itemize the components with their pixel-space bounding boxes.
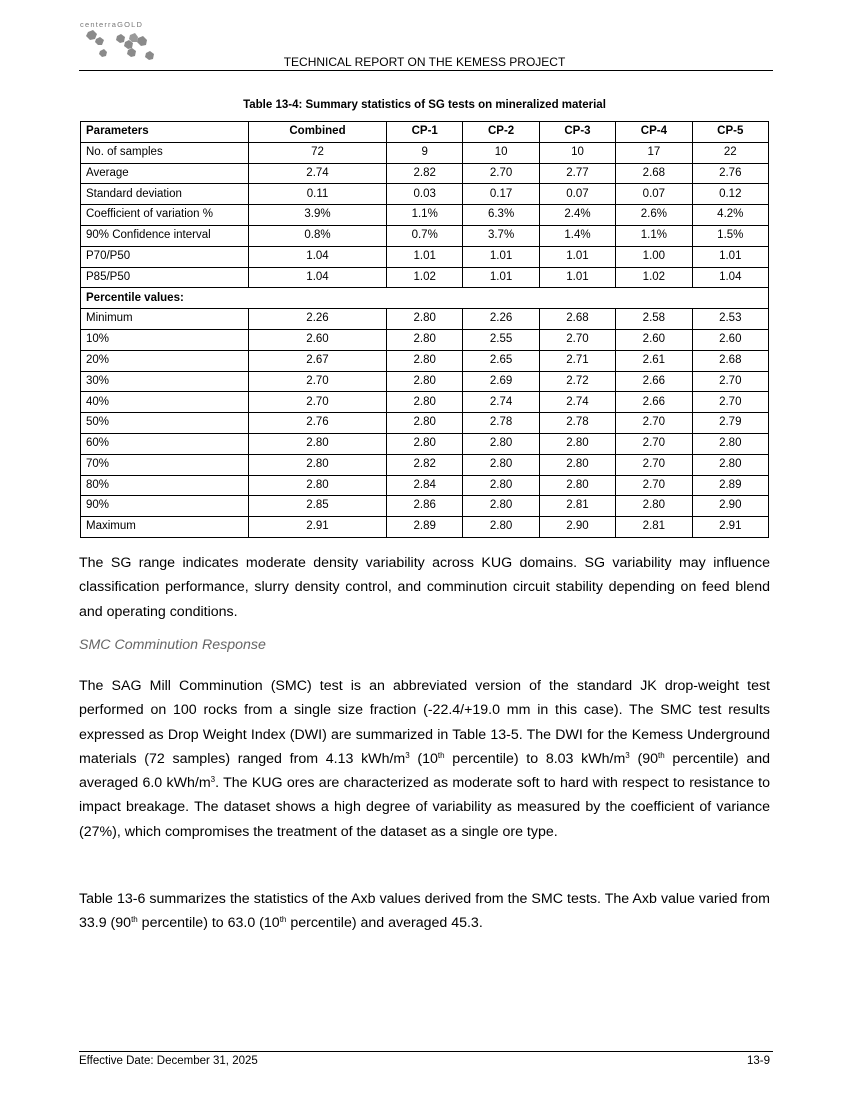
section-label: Percentile values: [81, 288, 769, 309]
table-cell: 2.80 [463, 496, 539, 517]
page-number: 13-9 [746, 1055, 770, 1067]
table-cell: 2.81 [616, 517, 692, 538]
table-cell: 1.01 [539, 267, 615, 288]
table-cell: 10 [539, 142, 615, 163]
table-cell: 9 [387, 142, 463, 163]
row-label: 50% [81, 413, 249, 434]
table-cell: 2.80 [692, 454, 768, 475]
table-cell: 22 [692, 142, 768, 163]
table-cell: 0.03 [387, 184, 463, 205]
table-cell: 2.70 [692, 371, 768, 392]
table-cell: 2.70 [616, 475, 692, 496]
table-cell: 2.80 [387, 392, 463, 413]
superscript: th [437, 750, 445, 760]
table-cell: 1.00 [616, 246, 692, 267]
table-row [81, 392, 769, 413]
sg-statistics-table [80, 121, 769, 538]
table-cell: 0.07 [539, 184, 615, 205]
text-segment: percentile) and averaged 6.0 kWh/m [79, 750, 771, 792]
text-segment: (10 [409, 750, 438, 767]
table-body [81, 142, 769, 537]
text-segment: (90 [629, 750, 658, 767]
text-segment: Table 13-6 summarizes the statistics of the Axb values derived from the SMC tests. The Axb value varied from 33.9 (90 [79, 891, 770, 932]
table-cell: 1.01 [463, 246, 539, 267]
table-cell: 2.82 [387, 163, 463, 184]
table-cell: 2.80 [539, 475, 615, 496]
table-cell: 0.8% [249, 225, 387, 246]
logo-wordmark: centerraGOLD [80, 20, 144, 29]
table-cell: 2.66 [616, 371, 692, 392]
table-cell: 2.80 [616, 496, 692, 517]
table-cell: 2.78 [539, 413, 615, 434]
row-label: 70% [81, 454, 249, 475]
row-label: 40% [81, 392, 249, 413]
table-cell: 2.80 [539, 433, 615, 454]
table-cell: 2.79 [692, 413, 768, 434]
table-cell: 1.04 [249, 267, 387, 288]
table-cell: 2.90 [539, 517, 615, 538]
table-cell: 2.4% [539, 205, 615, 226]
row-label: P70/P50 [81, 246, 249, 267]
table-cell: 0.11 [249, 184, 387, 205]
table-cell: 2.72 [539, 371, 615, 392]
table-cell: 0.7% [387, 225, 463, 246]
table-cell: 2.26 [463, 309, 539, 330]
table-cell: 2.70 [539, 329, 615, 350]
table-cell: 2.60 [616, 329, 692, 350]
table-cell: 2.80 [249, 454, 387, 475]
row-label: Standard deviation [81, 184, 249, 205]
table-cell: 2.66 [616, 392, 692, 413]
table-cell: 2.60 [249, 329, 387, 350]
table-cell: 2.26 [249, 309, 387, 330]
row-label: 20% [81, 350, 249, 371]
table-cell: 2.91 [692, 517, 768, 538]
table-row [81, 267, 769, 288]
text-segment: The SAG Mill Comminution (SMC) test is an abbreviated version of the standard JK drop-weight test performed on 100 rocks from a single size fraction (-22.4/+19.0 mm in this case). The SMC test results expressed as Drop Weight Index (DWI) are summarized in Table 13-5. The DWI for the Kemess Underground materials (72 samples) ranged from 4.13 kWh/m [79, 678, 770, 767]
table-cell: 1.4% [539, 225, 615, 246]
column-header: CP-2 [463, 122, 539, 143]
table-row [81, 329, 769, 350]
table-row [81, 517, 769, 538]
table-cell: 2.70 [616, 454, 692, 475]
column-header: CP-4 [616, 122, 692, 143]
table-row [81, 225, 769, 246]
section-row [81, 288, 769, 309]
table-cell: 2.85 [249, 496, 387, 517]
table-cell: 2.6% [616, 205, 692, 226]
row-label: Coefficient of variation % [81, 205, 249, 226]
table-cell: 1.1% [616, 225, 692, 246]
superscript: th [279, 915, 287, 925]
text-segment: percentile) to 63.0 (10 [137, 915, 280, 932]
table-cell: 2.68 [692, 350, 768, 371]
table-cell: 1.04 [692, 267, 768, 288]
table-cell: 2.91 [249, 517, 387, 538]
superscript: 3 [210, 775, 216, 785]
row-label: 80% [81, 475, 249, 496]
table-row [81, 205, 769, 226]
table-cell: 10 [463, 142, 539, 163]
table-row [81, 246, 769, 267]
table-row [81, 454, 769, 475]
table-cell: 2.80 [249, 433, 387, 454]
report-title: TECHNICAL REPORT ON THE KEMESS PROJECT [283, 55, 566, 69]
table-cell: 72 [249, 142, 387, 163]
table-cell: 2.70 [463, 163, 539, 184]
table-cell: 2.70 [616, 433, 692, 454]
table-cell: 2.80 [387, 309, 463, 330]
table-cell: 2.80 [463, 475, 539, 496]
table-cell: 1.04 [249, 246, 387, 267]
superscript: th [131, 915, 138, 925]
effective-date: Effective Date: December 31, 2025 [79, 1055, 258, 1067]
column-header: Combined [249, 122, 387, 143]
table-row [81, 496, 769, 517]
table-cell: 2.80 [692, 433, 768, 454]
table-cell: 1.5% [692, 225, 768, 246]
table-cell: 3.7% [463, 225, 539, 246]
column-header: Parameters [81, 122, 249, 143]
table-cell: 2.74 [249, 163, 387, 184]
column-header: CP-3 [539, 122, 615, 143]
table-cell: 2.89 [387, 517, 463, 538]
table-cell: 2.69 [463, 371, 539, 392]
table-cell: 1.1% [387, 205, 463, 226]
superscript: 3 [625, 750, 630, 760]
section-subheading: SMC Comminution Response [79, 637, 266, 653]
table-cell: 2.80 [387, 329, 463, 350]
row-label: No. of samples [81, 142, 249, 163]
footer-divider [79, 1051, 773, 1052]
table-cell: 2.71 [539, 350, 615, 371]
table-cell: 4.2% [692, 205, 768, 226]
table-caption: Table 13-4: Summary statistics of SG tests on mineralized material [243, 99, 606, 111]
table-cell: 1.01 [463, 267, 539, 288]
paragraph-axb [79, 887, 770, 936]
table-cell: 0.12 [692, 184, 768, 205]
table-cell: 2.70 [692, 392, 768, 413]
table-cell: 2.78 [463, 413, 539, 434]
table-cell: 2.81 [539, 496, 615, 517]
table-cell: 6.3% [463, 205, 539, 226]
table-row [81, 142, 769, 163]
row-label: Maximum [81, 517, 249, 538]
table-cell: 2.68 [616, 163, 692, 184]
table-row [81, 371, 769, 392]
table-row [81, 433, 769, 454]
table-cell: 1.01 [539, 246, 615, 267]
table-cell: 2.90 [692, 496, 768, 517]
table-row [81, 309, 769, 330]
table-cell: 1.02 [616, 267, 692, 288]
table-cell: 2.82 [387, 454, 463, 475]
table-cell: 2.89 [692, 475, 768, 496]
column-header: CP-1 [387, 122, 463, 143]
table-cell: 2.77 [539, 163, 615, 184]
table-cell: 3.9% [249, 205, 387, 226]
table-cell: 2.60 [692, 329, 768, 350]
table-cell: 2.80 [539, 454, 615, 475]
table-cell: 2.74 [539, 392, 615, 413]
row-label: Average [81, 163, 249, 184]
table-cell: 1.01 [387, 246, 463, 267]
superscript: 3 [405, 750, 410, 760]
text-segment: percentile) and averaged 45.3. [286, 915, 483, 932]
table-row [81, 413, 769, 434]
table-cell: 2.84 [387, 475, 463, 496]
table-cell: 2.68 [539, 309, 615, 330]
table-cell: 1.01 [692, 246, 768, 267]
table-cell: 1.02 [387, 267, 463, 288]
column-header: CP-5 [692, 122, 768, 143]
table-cell: 2.58 [616, 309, 692, 330]
table-cell: 2.80 [463, 454, 539, 475]
table-cell: 2.65 [463, 350, 539, 371]
table-cell: 2.80 [463, 433, 539, 454]
table-cell: 2.80 [387, 413, 463, 434]
table-cell: 2.76 [692, 163, 768, 184]
table-row [81, 184, 769, 205]
table-cell: 2.80 [249, 475, 387, 496]
row-label: 30% [81, 371, 249, 392]
text-segment: . The KUG ores are characterized as moderate soft to hard with respect to resistance to impact breakage. The dataset shows a high degree of variability as measured by the coefficient of variance (27%), which compromises the treatment of the dataset as a single ore type. [79, 775, 770, 840]
row-label: 90% [81, 496, 249, 517]
row-label: P85/P50 [81, 267, 249, 288]
table-cell: 2.86 [387, 496, 463, 517]
table-cell: 2.70 [249, 371, 387, 392]
table-row [81, 350, 769, 371]
row-label: 60% [81, 433, 249, 454]
table-row [81, 475, 769, 496]
row-label: 10% [81, 329, 249, 350]
table-cell: 17 [616, 142, 692, 163]
row-label: Minimum [81, 309, 249, 330]
superscript: th [657, 750, 665, 760]
table-cell: 2.70 [616, 413, 692, 434]
paragraph-smc [79, 674, 770, 844]
table-cell: 2.70 [249, 392, 387, 413]
header-divider [79, 70, 773, 71]
table-cell: 2.80 [387, 371, 463, 392]
row-label: 90% Confidence interval [81, 225, 249, 246]
table-cell: 2.80 [387, 350, 463, 371]
table-row [81, 163, 769, 184]
table-cell: 2.53 [692, 309, 768, 330]
table-cell: 2.76 [249, 413, 387, 434]
text-segment: percentile) to 8.03 kWh/m [444, 750, 626, 767]
table-cell: 2.67 [249, 350, 387, 371]
table-cell: 0.07 [616, 184, 692, 205]
table-cell: 2.80 [387, 433, 463, 454]
paragraph-sg-range: The SG range indicates moderate density variability across KUG domains. SG variability may influence classification performance, slurry density control, and comminution circuit stability depending on feed blend and operating conditions. [79, 555, 770, 620]
table-cell: 2.74 [463, 392, 539, 413]
table-cell: 2.80 [463, 517, 539, 538]
table-cell: 2.55 [463, 329, 539, 350]
table-header-row [81, 122, 769, 143]
table-cell: 2.61 [616, 350, 692, 371]
table-cell: 0.17 [463, 184, 539, 205]
